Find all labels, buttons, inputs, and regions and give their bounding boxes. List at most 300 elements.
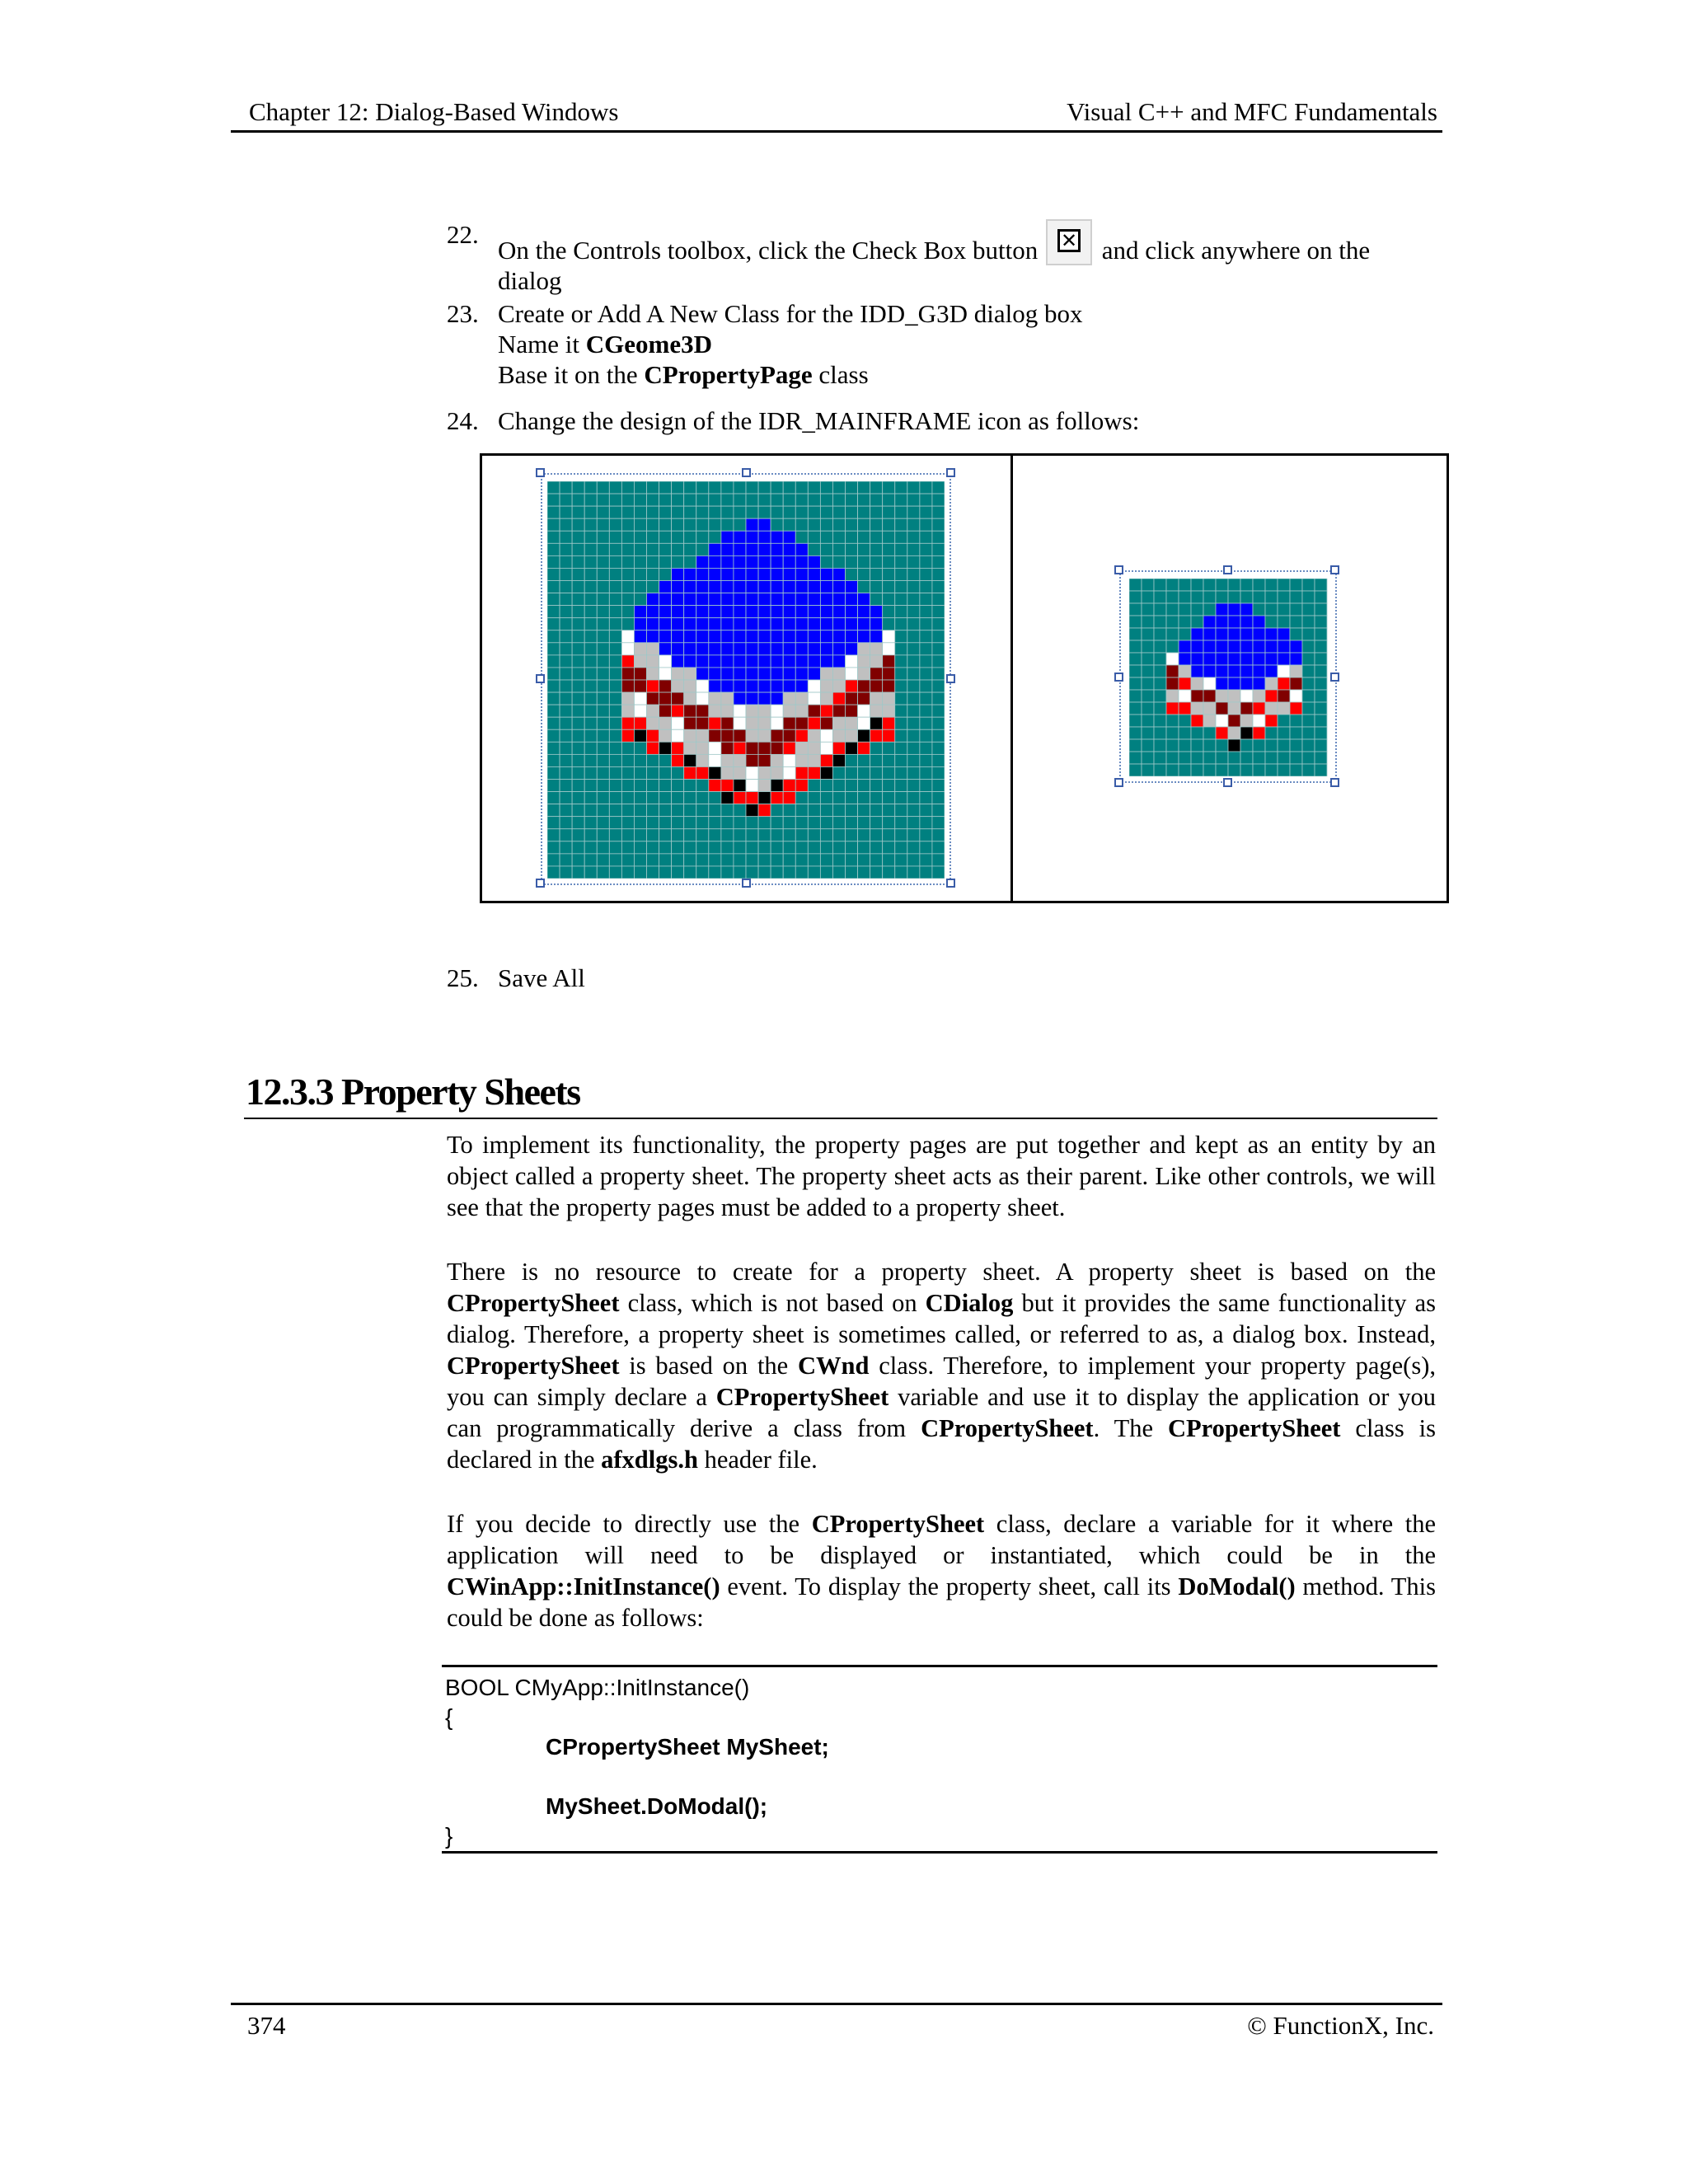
icon-pixel[interactable]	[1265, 677, 1278, 690]
icon-pixel[interactable]	[672, 581, 684, 593]
icon-pixel[interactable]	[771, 680, 783, 692]
icon-pixel[interactable]	[1166, 677, 1179, 690]
icon-pixel[interactable]	[907, 717, 920, 729]
icon-pixel[interactable]	[734, 643, 746, 655]
icon-pixel[interactable]	[883, 568, 895, 580]
icon-pixel[interactable]	[1315, 591, 1327, 603]
icon-pixel[interactable]	[1302, 739, 1315, 752]
icon-pixel[interactable]	[634, 780, 646, 792]
icon-pixel[interactable]	[609, 568, 621, 580]
icon-pixel[interactable]	[832, 854, 845, 866]
icon-pixel[interactable]	[771, 581, 783, 593]
icon-pixel[interactable]	[560, 766, 572, 779]
icon-pixel[interactable]	[1216, 715, 1228, 727]
icon-pixel[interactable]	[584, 754, 597, 766]
icon-pixel[interactable]	[647, 742, 659, 754]
icon-pixel[interactable]	[783, 668, 795, 680]
icon-pixel[interactable]	[895, 581, 907, 593]
icon-pixel[interactable]	[1203, 628, 1216, 640]
icon-pixel[interactable]	[920, 766, 932, 779]
large-icon-canvas[interactable]	[547, 481, 945, 879]
icon-pixel[interactable]	[1129, 616, 1142, 628]
icon-pixel[interactable]	[907, 692, 920, 705]
icon-pixel[interactable]	[771, 655, 783, 668]
icon-pixel[interactable]	[659, 494, 672, 506]
icon-pixel[interactable]	[621, 568, 634, 580]
icon-pixel[interactable]	[783, 780, 795, 792]
icon-pixel[interactable]	[647, 506, 659, 518]
icon-pixel[interactable]	[597, 618, 609, 630]
icon-pixel[interactable]	[584, 618, 597, 630]
icon-pixel[interactable]	[783, 742, 795, 754]
icon-pixel[interactable]	[572, 841, 584, 854]
icon-pixel[interactable]	[1154, 727, 1166, 739]
icon-pixel[interactable]	[709, 705, 721, 717]
icon-pixel[interactable]	[696, 630, 709, 643]
icon-pixel[interactable]	[832, 668, 845, 680]
icon-pixel[interactable]	[1154, 616, 1166, 628]
icon-pixel[interactable]	[609, 717, 621, 729]
icon-pixel[interactable]	[932, 581, 945, 593]
icon-pixel[interactable]	[572, 494, 584, 506]
icon-pixel[interactable]	[783, 792, 795, 804]
icon-pixel[interactable]	[895, 705, 907, 717]
icon-pixel[interactable]	[771, 754, 783, 766]
icon-pixel[interactable]	[709, 792, 721, 804]
icon-pixel[interactable]	[597, 866, 609, 879]
icon-pixel[interactable]	[584, 729, 597, 742]
icon-pixel[interactable]	[721, 618, 734, 630]
icon-pixel[interactable]	[932, 742, 945, 754]
icon-pixel[interactable]	[584, 817, 597, 829]
icon-pixel[interactable]	[1228, 579, 1240, 591]
icon-pixel[interactable]	[895, 780, 907, 792]
icon-pixel[interactable]	[634, 655, 646, 668]
icon-pixel[interactable]	[659, 754, 672, 766]
icon-pixel[interactable]	[709, 754, 721, 766]
icon-pixel[interactable]	[746, 606, 758, 618]
icon-pixel[interactable]	[820, 866, 832, 879]
icon-pixel[interactable]	[758, 643, 771, 655]
icon-pixel[interactable]	[783, 481, 795, 494]
icon-pixel[interactable]	[1290, 579, 1302, 591]
icon-pixel[interactable]	[771, 606, 783, 618]
icon-pixel[interactable]	[1315, 640, 1327, 653]
icon-pixel[interactable]	[808, 518, 820, 531]
icon-pixel[interactable]	[907, 518, 920, 531]
icon-pixel[interactable]	[672, 668, 684, 680]
icon-pixel[interactable]	[820, 593, 832, 606]
icon-pixel[interactable]	[808, 780, 820, 792]
icon-pixel[interactable]	[1179, 665, 1191, 677]
icon-pixel[interactable]	[721, 766, 734, 779]
icon-pixel[interactable]	[721, 668, 734, 680]
icon-pixel[interactable]	[734, 792, 746, 804]
icon-pixel[interactable]	[870, 829, 883, 841]
icon-pixel[interactable]	[1240, 579, 1253, 591]
icon-pixel[interactable]	[709, 593, 721, 606]
icon-pixel[interactable]	[647, 680, 659, 692]
icon-pixel[interactable]	[672, 792, 684, 804]
icon-pixel[interactable]	[621, 754, 634, 766]
icon-pixel[interactable]	[883, 668, 895, 680]
icon-pixel[interactable]	[771, 717, 783, 729]
icon-pixel[interactable]	[771, 618, 783, 630]
icon-pixel[interactable]	[621, 531, 634, 543]
icon-pixel[interactable]	[584, 854, 597, 866]
icon-pixel[interactable]	[547, 692, 560, 705]
icon-pixel[interactable]	[846, 729, 858, 742]
icon-pixel[interactable]	[795, 792, 808, 804]
icon-pixel[interactable]	[808, 593, 820, 606]
icon-pixel[interactable]	[672, 593, 684, 606]
icon-pixel[interactable]	[696, 481, 709, 494]
icon-pixel[interactable]	[920, 494, 932, 506]
icon-pixel[interactable]	[771, 854, 783, 866]
icon-pixel[interactable]	[932, 729, 945, 742]
icon-pixel[interactable]	[634, 680, 646, 692]
icon-pixel[interactable]	[672, 555, 684, 568]
icon-pixel[interactable]	[1179, 628, 1191, 640]
icon-pixel[interactable]	[672, 655, 684, 668]
icon-pixel[interactable]	[1142, 690, 1154, 702]
icon-pixel[interactable]	[584, 780, 597, 792]
icon-pixel[interactable]	[758, 841, 771, 854]
icon-pixel[interactable]	[932, 543, 945, 555]
icon-pixel[interactable]	[907, 866, 920, 879]
icon-pixel[interactable]	[584, 581, 597, 593]
icon-pixel[interactable]	[659, 655, 672, 668]
icon-pixel[interactable]	[846, 866, 858, 879]
icon-pixel[interactable]	[597, 581, 609, 593]
icon-pixel[interactable]	[1203, 579, 1216, 591]
icon-pixel[interactable]	[1142, 640, 1154, 653]
icon-pixel[interactable]	[846, 655, 858, 668]
icon-pixel[interactable]	[584, 568, 597, 580]
icon-pixel[interactable]	[1253, 628, 1265, 640]
icon-pixel[interactable]	[771, 866, 783, 879]
icon-pixel[interactable]	[820, 581, 832, 593]
icon-pixel[interactable]	[808, 742, 820, 754]
icon-pixel[interactable]	[1278, 715, 1290, 727]
icon-pixel[interactable]	[547, 829, 560, 841]
icon-pixel[interactable]	[858, 518, 870, 531]
icon-pixel[interactable]	[709, 717, 721, 729]
icon-pixel[interactable]	[1315, 603, 1327, 616]
icon-pixel[interactable]	[1265, 702, 1278, 715]
icon-pixel[interactable]	[1228, 616, 1240, 628]
icon-pixel[interactable]	[771, 543, 783, 555]
icon-pixel[interactable]	[832, 705, 845, 717]
icon-pixel[interactable]	[870, 581, 883, 593]
icon-pixel[interactable]	[1154, 653, 1166, 665]
icon-pixel[interactable]	[1166, 640, 1179, 653]
icon-pixel[interactable]	[1265, 752, 1278, 764]
icon-pixel[interactable]	[672, 494, 684, 506]
icon-pixel[interactable]	[1179, 640, 1191, 653]
icon-pixel[interactable]	[1191, 702, 1203, 715]
icon-pixel[interactable]	[621, 668, 634, 680]
icon-pixel[interactable]	[758, 668, 771, 680]
icon-pixel[interactable]	[808, 729, 820, 742]
icon-pixel[interactable]	[858, 705, 870, 717]
icon-pixel[interactable]	[597, 494, 609, 506]
icon-pixel[interactable]	[920, 705, 932, 717]
icon-pixel[interactable]	[634, 606, 646, 618]
icon-pixel[interactable]	[1203, 665, 1216, 677]
icon-pixel[interactable]	[609, 655, 621, 668]
icon-pixel[interactable]	[684, 618, 696, 630]
icon-pixel[interactable]	[560, 742, 572, 754]
icon-pixel[interactable]	[634, 692, 646, 705]
icon-pixel[interactable]	[1191, 640, 1203, 653]
icon-pixel[interactable]	[597, 568, 609, 580]
icon-pixel[interactable]	[1228, 677, 1240, 690]
icon-pixel[interactable]	[771, 518, 783, 531]
icon-pixel[interactable]	[1129, 690, 1142, 702]
icon-pixel[interactable]	[684, 630, 696, 643]
icon-pixel[interactable]	[696, 668, 709, 680]
icon-pixel[interactable]	[783, 518, 795, 531]
icon-pixel[interactable]	[820, 766, 832, 779]
icon-pixel[interactable]	[932, 780, 945, 792]
icon-pixel[interactable]	[883, 518, 895, 531]
icon-pixel[interactable]	[1315, 727, 1327, 739]
icon-pixel[interactable]	[746, 829, 758, 841]
icon-pixel[interactable]	[621, 581, 634, 593]
icon-pixel[interactable]	[647, 817, 659, 829]
icon-pixel[interactable]	[734, 754, 746, 766]
icon-pixel[interactable]	[858, 606, 870, 618]
icon-pixel[interactable]	[684, 729, 696, 742]
icon-pixel[interactable]	[1290, 665, 1302, 677]
icon-pixel[interactable]	[659, 680, 672, 692]
icon-pixel[interactable]	[709, 618, 721, 630]
icon-pixel[interactable]	[684, 606, 696, 618]
icon-pixel[interactable]	[1278, 591, 1290, 603]
icon-pixel[interactable]	[808, 531, 820, 543]
icon-pixel[interactable]	[1129, 727, 1142, 739]
icon-pixel[interactable]	[895, 481, 907, 494]
icon-pixel[interactable]	[647, 593, 659, 606]
icon-pixel[interactable]	[820, 729, 832, 742]
icon-pixel[interactable]	[1290, 628, 1302, 640]
icon-pixel[interactable]	[1302, 591, 1315, 603]
icon-pixel[interactable]	[1191, 739, 1203, 752]
icon-pixel[interactable]	[846, 780, 858, 792]
icon-pixel[interactable]	[547, 593, 560, 606]
icon-pixel[interactable]	[696, 792, 709, 804]
icon-pixel[interactable]	[883, 643, 895, 655]
icon-pixel[interactable]	[634, 494, 646, 506]
icon-pixel[interactable]	[795, 531, 808, 543]
icon-pixel[interactable]	[597, 668, 609, 680]
icon-pixel[interactable]	[1179, 616, 1191, 628]
icon-pixel[interactable]	[907, 742, 920, 754]
icon-pixel[interactable]	[795, 705, 808, 717]
small-icon-canvas[interactable]	[1129, 579, 1329, 776]
icon-pixel[interactable]	[870, 866, 883, 879]
icon-pixel[interactable]	[771, 817, 783, 829]
icon-pixel[interactable]	[771, 494, 783, 506]
icon-pixel[interactable]	[846, 668, 858, 680]
icon-pixel[interactable]	[846, 555, 858, 568]
icon-pixel[interactable]	[1166, 764, 1179, 776]
icon-pixel[interactable]	[584, 804, 597, 817]
icon-pixel[interactable]	[820, 680, 832, 692]
icon-pixel[interactable]	[1228, 628, 1240, 640]
icon-pixel[interactable]	[1179, 739, 1191, 752]
icon-pixel[interactable]	[1315, 702, 1327, 715]
icon-pixel[interactable]	[684, 581, 696, 593]
icon-pixel[interactable]	[547, 804, 560, 817]
icon-pixel[interactable]	[634, 581, 646, 593]
icon-pixel[interactable]	[684, 742, 696, 754]
icon-pixel[interactable]	[1179, 579, 1191, 591]
icon-pixel[interactable]	[808, 568, 820, 580]
icon-pixel[interactable]	[832, 780, 845, 792]
icon-pixel[interactable]	[808, 655, 820, 668]
icon-pixel[interactable]	[721, 506, 734, 518]
icon-pixel[interactable]	[746, 618, 758, 630]
icon-pixel[interactable]	[597, 792, 609, 804]
icon-pixel[interactable]	[932, 606, 945, 618]
icon-pixel[interactable]	[758, 754, 771, 766]
icon-pixel[interactable]	[846, 705, 858, 717]
icon-pixel[interactable]	[771, 506, 783, 518]
icon-pixel[interactable]	[832, 555, 845, 568]
icon-pixel[interactable]	[696, 754, 709, 766]
icon-pixel[interactable]	[1142, 764, 1154, 776]
icon-pixel[interactable]	[820, 780, 832, 792]
icon-pixel[interactable]	[597, 555, 609, 568]
icon-pixel[interactable]	[758, 866, 771, 879]
icon-pixel[interactable]	[932, 705, 945, 717]
icon-pixel[interactable]	[647, 866, 659, 879]
icon-pixel[interactable]	[709, 866, 721, 879]
icon-pixel[interactable]	[621, 643, 634, 655]
icon-pixel[interactable]	[808, 717, 820, 729]
icon-pixel[interactable]	[647, 792, 659, 804]
icon-pixel[interactable]	[721, 655, 734, 668]
icon-pixel[interactable]	[721, 630, 734, 643]
icon-pixel[interactable]	[1240, 616, 1253, 628]
icon-pixel[interactable]	[895, 754, 907, 766]
icon-pixel[interactable]	[1265, 715, 1278, 727]
icon-pixel[interactable]	[672, 729, 684, 742]
icon-pixel[interactable]	[621, 841, 634, 854]
icon-pixel[interactable]	[584, 643, 597, 655]
icon-pixel[interactable]	[895, 630, 907, 643]
icon-pixel[interactable]	[696, 568, 709, 580]
icon-pixel[interactable]	[597, 766, 609, 779]
icon-pixel[interactable]	[1315, 579, 1327, 591]
icon-pixel[interactable]	[560, 705, 572, 717]
icon-pixel[interactable]	[907, 754, 920, 766]
icon-pixel[interactable]	[746, 780, 758, 792]
icon-pixel[interactable]	[920, 643, 932, 655]
icon-pixel[interactable]	[907, 729, 920, 742]
icon-pixel[interactable]	[883, 729, 895, 742]
icon-pixel[interactable]	[1154, 715, 1166, 727]
icon-pixel[interactable]	[907, 705, 920, 717]
icon-pixel[interactable]	[1290, 591, 1302, 603]
icon-pixel[interactable]	[709, 766, 721, 779]
icon-pixel[interactable]	[746, 717, 758, 729]
icon-pixel[interactable]	[572, 668, 584, 680]
icon-pixel[interactable]	[1191, 752, 1203, 764]
icon-pixel[interactable]	[572, 680, 584, 692]
icon-pixel[interactable]	[907, 680, 920, 692]
icon-pixel[interactable]	[684, 555, 696, 568]
icon-pixel[interactable]	[609, 506, 621, 518]
icon-pixel[interactable]	[932, 506, 945, 518]
icon-pixel[interactable]	[783, 630, 795, 643]
icon-pixel[interactable]	[672, 568, 684, 580]
icon-pixel[interactable]	[1265, 727, 1278, 739]
icon-pixel[interactable]	[932, 494, 945, 506]
icon-pixel[interactable]	[734, 481, 746, 494]
icon-pixel[interactable]	[1302, 603, 1315, 616]
icon-pixel[interactable]	[1315, 715, 1327, 727]
icon-pixel[interactable]	[883, 854, 895, 866]
icon-pixel[interactable]	[659, 841, 672, 854]
icon-pixel[interactable]	[721, 531, 734, 543]
icon-pixel[interactable]	[572, 829, 584, 841]
icon-pixel[interactable]	[808, 854, 820, 866]
icon-pixel[interactable]	[832, 655, 845, 668]
icon-pixel[interactable]	[634, 531, 646, 543]
icon-pixel[interactable]	[1129, 579, 1142, 591]
icon-pixel[interactable]	[609, 543, 621, 555]
icon-pixel[interactable]	[1290, 702, 1302, 715]
icon-pixel[interactable]	[932, 531, 945, 543]
icon-pixel[interactable]	[920, 481, 932, 494]
icon-pixel[interactable]	[1253, 603, 1265, 616]
icon-pixel[interactable]	[572, 518, 584, 531]
resize-handle[interactable]	[946, 468, 955, 477]
icon-pixel[interactable]	[1228, 764, 1240, 776]
icon-pixel[interactable]	[734, 729, 746, 742]
icon-pixel[interactable]	[1216, 616, 1228, 628]
icon-pixel[interactable]	[783, 866, 795, 879]
icon-pixel[interactable]	[883, 618, 895, 630]
icon-pixel[interactable]	[832, 754, 845, 766]
resize-handle[interactable]	[536, 674, 545, 683]
icon-pixel[interactable]	[1216, 727, 1228, 739]
icon-pixel[interactable]	[734, 829, 746, 841]
icon-pixel[interactable]	[709, 742, 721, 754]
icon-pixel[interactable]	[709, 630, 721, 643]
icon-pixel[interactable]	[684, 531, 696, 543]
icon-pixel[interactable]	[721, 804, 734, 817]
icon-pixel[interactable]	[621, 817, 634, 829]
icon-pixel[interactable]	[647, 717, 659, 729]
icon-pixel[interactable]	[846, 841, 858, 854]
icon-pixel[interactable]	[895, 680, 907, 692]
icon-pixel[interactable]	[1203, 739, 1216, 752]
icon-pixel[interactable]	[696, 506, 709, 518]
icon-pixel[interactable]	[920, 829, 932, 841]
icon-pixel[interactable]	[932, 766, 945, 779]
icon-pixel[interactable]	[907, 668, 920, 680]
icon-pixel[interactable]	[621, 780, 634, 792]
icon-pixel[interactable]	[758, 618, 771, 630]
icon-pixel[interactable]	[795, 680, 808, 692]
icon-pixel[interactable]	[572, 593, 584, 606]
icon-pixel[interactable]	[659, 829, 672, 841]
icon-pixel[interactable]	[621, 494, 634, 506]
